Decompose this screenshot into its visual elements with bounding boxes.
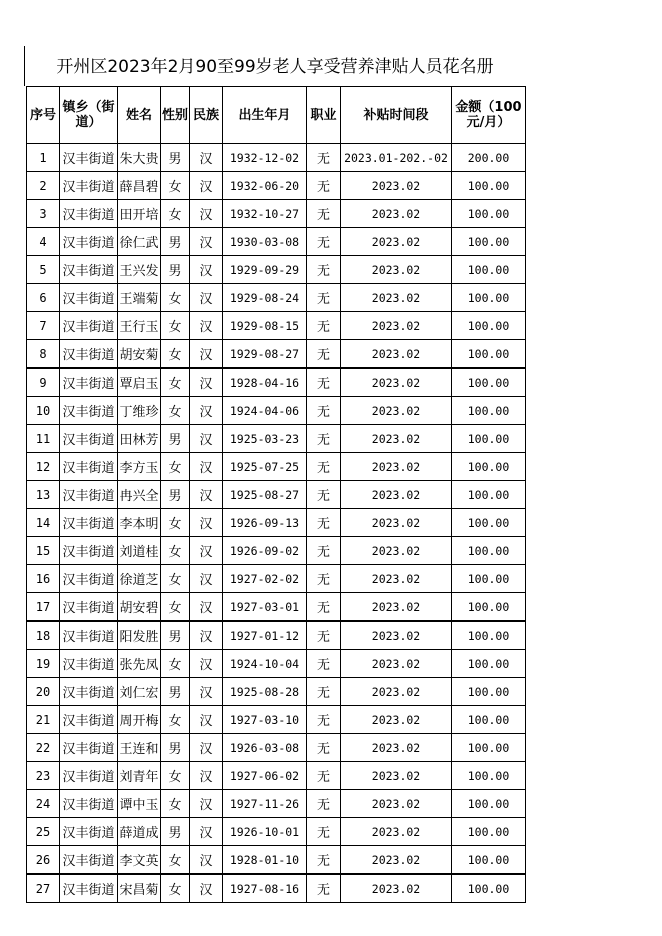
row-gender: 女 [161, 537, 190, 565]
row-index: 22 [27, 734, 60, 762]
table-row [27, 228, 526, 256]
table-row [27, 650, 526, 678]
row-gender: 女 [161, 284, 190, 312]
row-period: 2023.02 [341, 340, 452, 369]
row-name: 胡安碧 [118, 593, 161, 622]
row-gender: 女 [161, 509, 190, 537]
row-name: 丁维珍 [118, 397, 161, 425]
row-index: 14 [27, 509, 60, 537]
row-town: 汉丰街道 [60, 790, 118, 818]
header-town: 镇乡（街道） [60, 87, 118, 144]
row-period: 2023.02 [341, 706, 452, 734]
row-birth: 1925-08-27 [223, 481, 307, 509]
row-occupation: 无 [307, 368, 341, 397]
row-birth: 1927-08-16 [223, 874, 307, 903]
row-amount: 100.00 [452, 425, 526, 453]
row-period: 2023.02 [341, 678, 452, 706]
row-index: 18 [27, 621, 60, 650]
row-town: 汉丰街道 [60, 509, 118, 537]
row-index: 3 [27, 200, 60, 228]
row-name: 冉兴全 [118, 481, 161, 509]
row-period: 2023.02 [341, 453, 452, 481]
header-occupation: 职业 [307, 87, 341, 144]
row-amount: 100.00 [452, 621, 526, 650]
row-birth: 1927-11-26 [223, 790, 307, 818]
row-period: 2023.02 [341, 818, 452, 846]
row-name: 李本明 [118, 509, 161, 537]
row-name: 张先凤 [118, 650, 161, 678]
row-birth: 1928-04-16 [223, 368, 307, 397]
table-row [27, 453, 526, 481]
row-gender: 男 [161, 256, 190, 284]
row-town: 汉丰街道 [60, 678, 118, 706]
row-ethnicity: 汉 [190, 621, 223, 650]
row-name: 薛昌碧 [118, 172, 161, 200]
header-amount: 金额（100元/月） [452, 87, 526, 144]
row-index: 1 [27, 144, 60, 172]
row-ethnicity: 汉 [190, 650, 223, 678]
row-occupation: 无 [307, 678, 341, 706]
row-occupation: 无 [307, 734, 341, 762]
row-amount: 100.00 [452, 650, 526, 678]
row-name: 王兴发 [118, 256, 161, 284]
row-ethnicity: 汉 [190, 200, 223, 228]
table-row [27, 509, 526, 537]
row-town: 汉丰街道 [60, 172, 118, 200]
row-gender: 男 [161, 144, 190, 172]
row-index: 24 [27, 790, 60, 818]
row-gender: 女 [161, 200, 190, 228]
row-town: 汉丰街道 [60, 706, 118, 734]
row-index: 6 [27, 284, 60, 312]
row-ethnicity: 汉 [190, 340, 223, 369]
row-occupation: 无 [307, 284, 341, 312]
row-ethnicity: 汉 [190, 312, 223, 340]
row-birth: 1927-01-12 [223, 621, 307, 650]
row-amount: 100.00 [452, 734, 526, 762]
row-town: 汉丰街道 [60, 200, 118, 228]
row-gender: 男 [161, 481, 190, 509]
row-amount: 100.00 [452, 284, 526, 312]
row-birth: 1927-03-01 [223, 593, 307, 622]
row-name: 胡安菊 [118, 340, 161, 369]
row-occupation: 无 [307, 762, 341, 790]
row-gender: 男 [161, 425, 190, 453]
roster-table [26, 86, 526, 903]
row-occupation: 无 [307, 397, 341, 425]
row-period: 2023.02 [341, 593, 452, 622]
row-occupation: 无 [307, 481, 341, 509]
row-name: 徐道芝 [118, 565, 161, 593]
row-period: 2023.02 [341, 537, 452, 565]
row-amount: 100.00 [452, 172, 526, 200]
row-index: 25 [27, 818, 60, 846]
row-ethnicity: 汉 [190, 537, 223, 565]
row-birth: 1926-09-13 [223, 509, 307, 537]
row-town: 汉丰街道 [60, 340, 118, 369]
row-occupation: 无 [307, 706, 341, 734]
row-birth: 1932-12-02 [223, 144, 307, 172]
row-birth: 1924-10-04 [223, 650, 307, 678]
row-period: 2023.02 [341, 200, 452, 228]
row-gender: 女 [161, 397, 190, 425]
row-name: 阳发胜 [118, 621, 161, 650]
row-ethnicity: 汉 [190, 453, 223, 481]
row-birth: 1927-06-02 [223, 762, 307, 790]
row-town: 汉丰街道 [60, 762, 118, 790]
row-birth: 1925-08-28 [223, 678, 307, 706]
row-period: 2023.02 [341, 790, 452, 818]
row-occupation: 无 [307, 650, 341, 678]
table-row [27, 172, 526, 200]
row-amount: 100.00 [452, 874, 526, 903]
row-ethnicity: 汉 [190, 284, 223, 312]
row-birth: 1928-01-10 [223, 846, 307, 875]
row-occupation: 无 [307, 144, 341, 172]
row-occupation: 无 [307, 425, 341, 453]
row-birth: 1926-03-08 [223, 734, 307, 762]
header-index: 序号 [27, 87, 60, 144]
row-period: 2023.02 [341, 481, 452, 509]
page-title: 开州区2023年2月90至99岁老人享受营养津贴人员花名册 [56, 57, 494, 77]
row-amount: 100.00 [452, 509, 526, 537]
row-name: 李文英 [118, 846, 161, 875]
table-row [27, 537, 526, 565]
row-occupation: 无 [307, 537, 341, 565]
row-amount: 100.00 [452, 453, 526, 481]
table-row [27, 734, 526, 762]
row-town: 汉丰街道 [60, 228, 118, 256]
row-index: 11 [27, 425, 60, 453]
row-ethnicity: 汉 [190, 481, 223, 509]
row-gender: 女 [161, 172, 190, 200]
row-gender: 女 [161, 340, 190, 369]
row-town: 汉丰街道 [60, 144, 118, 172]
row-amount: 100.00 [452, 565, 526, 593]
row-index: 4 [27, 228, 60, 256]
row-gender: 女 [161, 593, 190, 622]
row-name: 刘道桂 [118, 537, 161, 565]
table-row [27, 846, 526, 875]
row-gender: 女 [161, 312, 190, 340]
row-ethnicity: 汉 [190, 874, 223, 903]
row-index: 15 [27, 537, 60, 565]
row-index: 9 [27, 368, 60, 397]
row-occupation: 无 [307, 621, 341, 650]
table-row [27, 593, 526, 622]
row-name: 李方玉 [118, 453, 161, 481]
row-gender: 女 [161, 706, 190, 734]
row-name: 田林芳 [118, 425, 161, 453]
header-ethnicity: 民族 [190, 87, 223, 144]
row-amount: 100.00 [452, 678, 526, 706]
row-amount: 100.00 [452, 818, 526, 846]
row-occupation: 无 [307, 790, 341, 818]
row-town: 汉丰街道 [60, 368, 118, 397]
row-gender: 女 [161, 453, 190, 481]
table-row [27, 312, 526, 340]
table-row [27, 874, 526, 903]
row-gender: 女 [161, 874, 190, 903]
row-amount: 200.00 [452, 144, 526, 172]
row-name: 田开培 [118, 200, 161, 228]
row-amount: 100.00 [452, 340, 526, 369]
row-ethnicity: 汉 [190, 678, 223, 706]
row-gender: 女 [161, 565, 190, 593]
row-index: 19 [27, 650, 60, 678]
row-ethnicity: 汉 [190, 144, 223, 172]
row-ethnicity: 汉 [190, 256, 223, 284]
row-gender: 女 [161, 846, 190, 875]
row-birth: 1932-06-20 [223, 172, 307, 200]
row-town: 汉丰街道 [60, 537, 118, 565]
row-amount: 100.00 [452, 537, 526, 565]
row-name: 周开梅 [118, 706, 161, 734]
row-ethnicity: 汉 [190, 509, 223, 537]
row-period: 2023.02 [341, 509, 452, 537]
row-birth: 1924-04-06 [223, 397, 307, 425]
header-period: 补贴时间段 [341, 87, 452, 144]
row-ethnicity: 汉 [190, 397, 223, 425]
table-row [27, 565, 526, 593]
row-town: 汉丰街道 [60, 481, 118, 509]
row-occupation: 无 [307, 565, 341, 593]
row-period: 2023.02 [341, 650, 452, 678]
header-row [27, 87, 526, 144]
row-town: 汉丰街道 [60, 397, 118, 425]
row-index: 5 [27, 256, 60, 284]
table-row [27, 284, 526, 312]
row-town: 汉丰街道 [60, 312, 118, 340]
table-row [27, 256, 526, 284]
row-amount: 100.00 [452, 228, 526, 256]
row-name: 王端菊 [118, 284, 161, 312]
row-index: 21 [27, 706, 60, 734]
row-town: 汉丰街道 [60, 621, 118, 650]
header-birth: 出生年月 [223, 87, 307, 144]
row-town: 汉丰街道 [60, 425, 118, 453]
row-index: 13 [27, 481, 60, 509]
row-period: 2023.02 [341, 425, 452, 453]
row-ethnicity: 汉 [190, 368, 223, 397]
row-index: 17 [27, 593, 60, 622]
row-ethnicity: 汉 [190, 706, 223, 734]
row-index: 2 [27, 172, 60, 200]
row-ethnicity: 汉 [190, 762, 223, 790]
row-gender: 女 [161, 790, 190, 818]
row-birth: 1930-03-08 [223, 228, 307, 256]
table-row [27, 790, 526, 818]
row-gender: 男 [161, 228, 190, 256]
row-name: 刘青年 [118, 762, 161, 790]
row-town: 汉丰街道 [60, 818, 118, 846]
table-row [27, 706, 526, 734]
row-period: 2023.02 [341, 172, 452, 200]
row-index: 8 [27, 340, 60, 369]
row-ethnicity: 汉 [190, 846, 223, 875]
row-name: 刘仁宏 [118, 678, 161, 706]
row-occupation: 无 [307, 312, 341, 340]
row-birth: 1929-09-29 [223, 256, 307, 284]
row-occupation: 无 [307, 593, 341, 622]
row-town: 汉丰街道 [60, 593, 118, 622]
row-occupation: 无 [307, 509, 341, 537]
row-ethnicity: 汉 [190, 734, 223, 762]
row-town: 汉丰街道 [60, 284, 118, 312]
row-period: 2023.02 [341, 228, 452, 256]
table-row [27, 397, 526, 425]
table-row [27, 762, 526, 790]
row-ethnicity: 汉 [190, 228, 223, 256]
row-birth: 1927-02-02 [223, 565, 307, 593]
table-row [27, 678, 526, 706]
row-name: 徐仁武 [118, 228, 161, 256]
row-amount: 100.00 [452, 312, 526, 340]
row-amount: 100.00 [452, 846, 526, 875]
row-town: 汉丰街道 [60, 650, 118, 678]
row-ethnicity: 汉 [190, 565, 223, 593]
row-index: 27 [27, 874, 60, 903]
row-amount: 100.00 [452, 200, 526, 228]
row-town: 汉丰街道 [60, 453, 118, 481]
row-period: 2023.02 [341, 621, 452, 650]
table-row [27, 144, 526, 172]
row-occupation: 无 [307, 228, 341, 256]
header-name: 姓名 [118, 87, 161, 144]
table-row [27, 368, 526, 397]
row-period: 2023.02 [341, 368, 452, 397]
row-occupation: 无 [307, 846, 341, 875]
row-period: 2023.02 [341, 874, 452, 903]
row-occupation: 无 [307, 340, 341, 369]
row-name: 王连和 [118, 734, 161, 762]
row-occupation: 无 [307, 200, 341, 228]
row-index: 23 [27, 762, 60, 790]
table-row [27, 621, 526, 650]
row-period: 2023.02 [341, 734, 452, 762]
row-town: 汉丰街道 [60, 734, 118, 762]
header-gender: 性别 [161, 87, 190, 144]
row-index: 10 [27, 397, 60, 425]
row-birth: 1927-03-10 [223, 706, 307, 734]
row-amount: 100.00 [452, 706, 526, 734]
row-name: 谭中玉 [118, 790, 161, 818]
row-period: 2023.02 [341, 397, 452, 425]
table-row [27, 818, 526, 846]
row-index: 26 [27, 846, 60, 875]
row-birth: 1925-07-25 [223, 453, 307, 481]
row-name: 朱大贵 [118, 144, 161, 172]
row-gender: 男 [161, 621, 190, 650]
row-amount: 100.00 [452, 593, 526, 622]
row-index: 7 [27, 312, 60, 340]
row-town: 汉丰街道 [60, 256, 118, 284]
row-period: 2023.02 [341, 565, 452, 593]
row-birth: 1929-08-27 [223, 340, 307, 369]
row-occupation: 无 [307, 874, 341, 903]
row-index: 12 [27, 453, 60, 481]
row-name: 覃启玉 [118, 368, 161, 397]
row-name: 薛道成 [118, 818, 161, 846]
row-amount: 100.00 [452, 762, 526, 790]
row-ethnicity: 汉 [190, 818, 223, 846]
row-period: 2023.02 [341, 762, 452, 790]
row-ethnicity: 汉 [190, 790, 223, 818]
row-birth: 1925-03-23 [223, 425, 307, 453]
table-row [27, 481, 526, 509]
row-gender: 男 [161, 678, 190, 706]
row-gender: 男 [161, 734, 190, 762]
row-gender: 女 [161, 762, 190, 790]
row-birth: 1926-09-02 [223, 537, 307, 565]
row-occupation: 无 [307, 818, 341, 846]
row-birth: 1926-10-01 [223, 818, 307, 846]
row-birth: 1932-10-27 [223, 200, 307, 228]
row-birth: 1929-08-15 [223, 312, 307, 340]
row-period: 2023.02 [341, 312, 452, 340]
table-row [27, 340, 526, 369]
row-occupation: 无 [307, 256, 341, 284]
row-amount: 100.00 [452, 256, 526, 284]
table-row [27, 425, 526, 453]
row-ethnicity: 汉 [190, 425, 223, 453]
row-period: 2023.02 [341, 256, 452, 284]
row-gender: 男 [161, 818, 190, 846]
row-index: 20 [27, 678, 60, 706]
row-ethnicity: 汉 [190, 172, 223, 200]
row-amount: 100.00 [452, 790, 526, 818]
row-amount: 100.00 [452, 368, 526, 397]
row-period: 2023.01-202.-02 [341, 144, 452, 172]
row-name: 王行玉 [118, 312, 161, 340]
row-amount: 100.00 [452, 481, 526, 509]
row-index: 16 [27, 565, 60, 593]
table-row [27, 200, 526, 228]
row-gender: 女 [161, 368, 190, 397]
row-period: 2023.02 [341, 284, 452, 312]
row-occupation: 无 [307, 453, 341, 481]
row-birth: 1929-08-24 [223, 284, 307, 312]
row-occupation: 无 [307, 172, 341, 200]
row-town: 汉丰街道 [60, 846, 118, 875]
row-ethnicity: 汉 [190, 593, 223, 622]
row-gender: 女 [161, 650, 190, 678]
row-name: 宋昌菊 [118, 874, 161, 903]
row-town: 汉丰街道 [60, 565, 118, 593]
row-amount: 100.00 [452, 397, 526, 425]
row-town: 汉丰街道 [60, 874, 118, 903]
row-period: 2023.02 [341, 846, 452, 875]
